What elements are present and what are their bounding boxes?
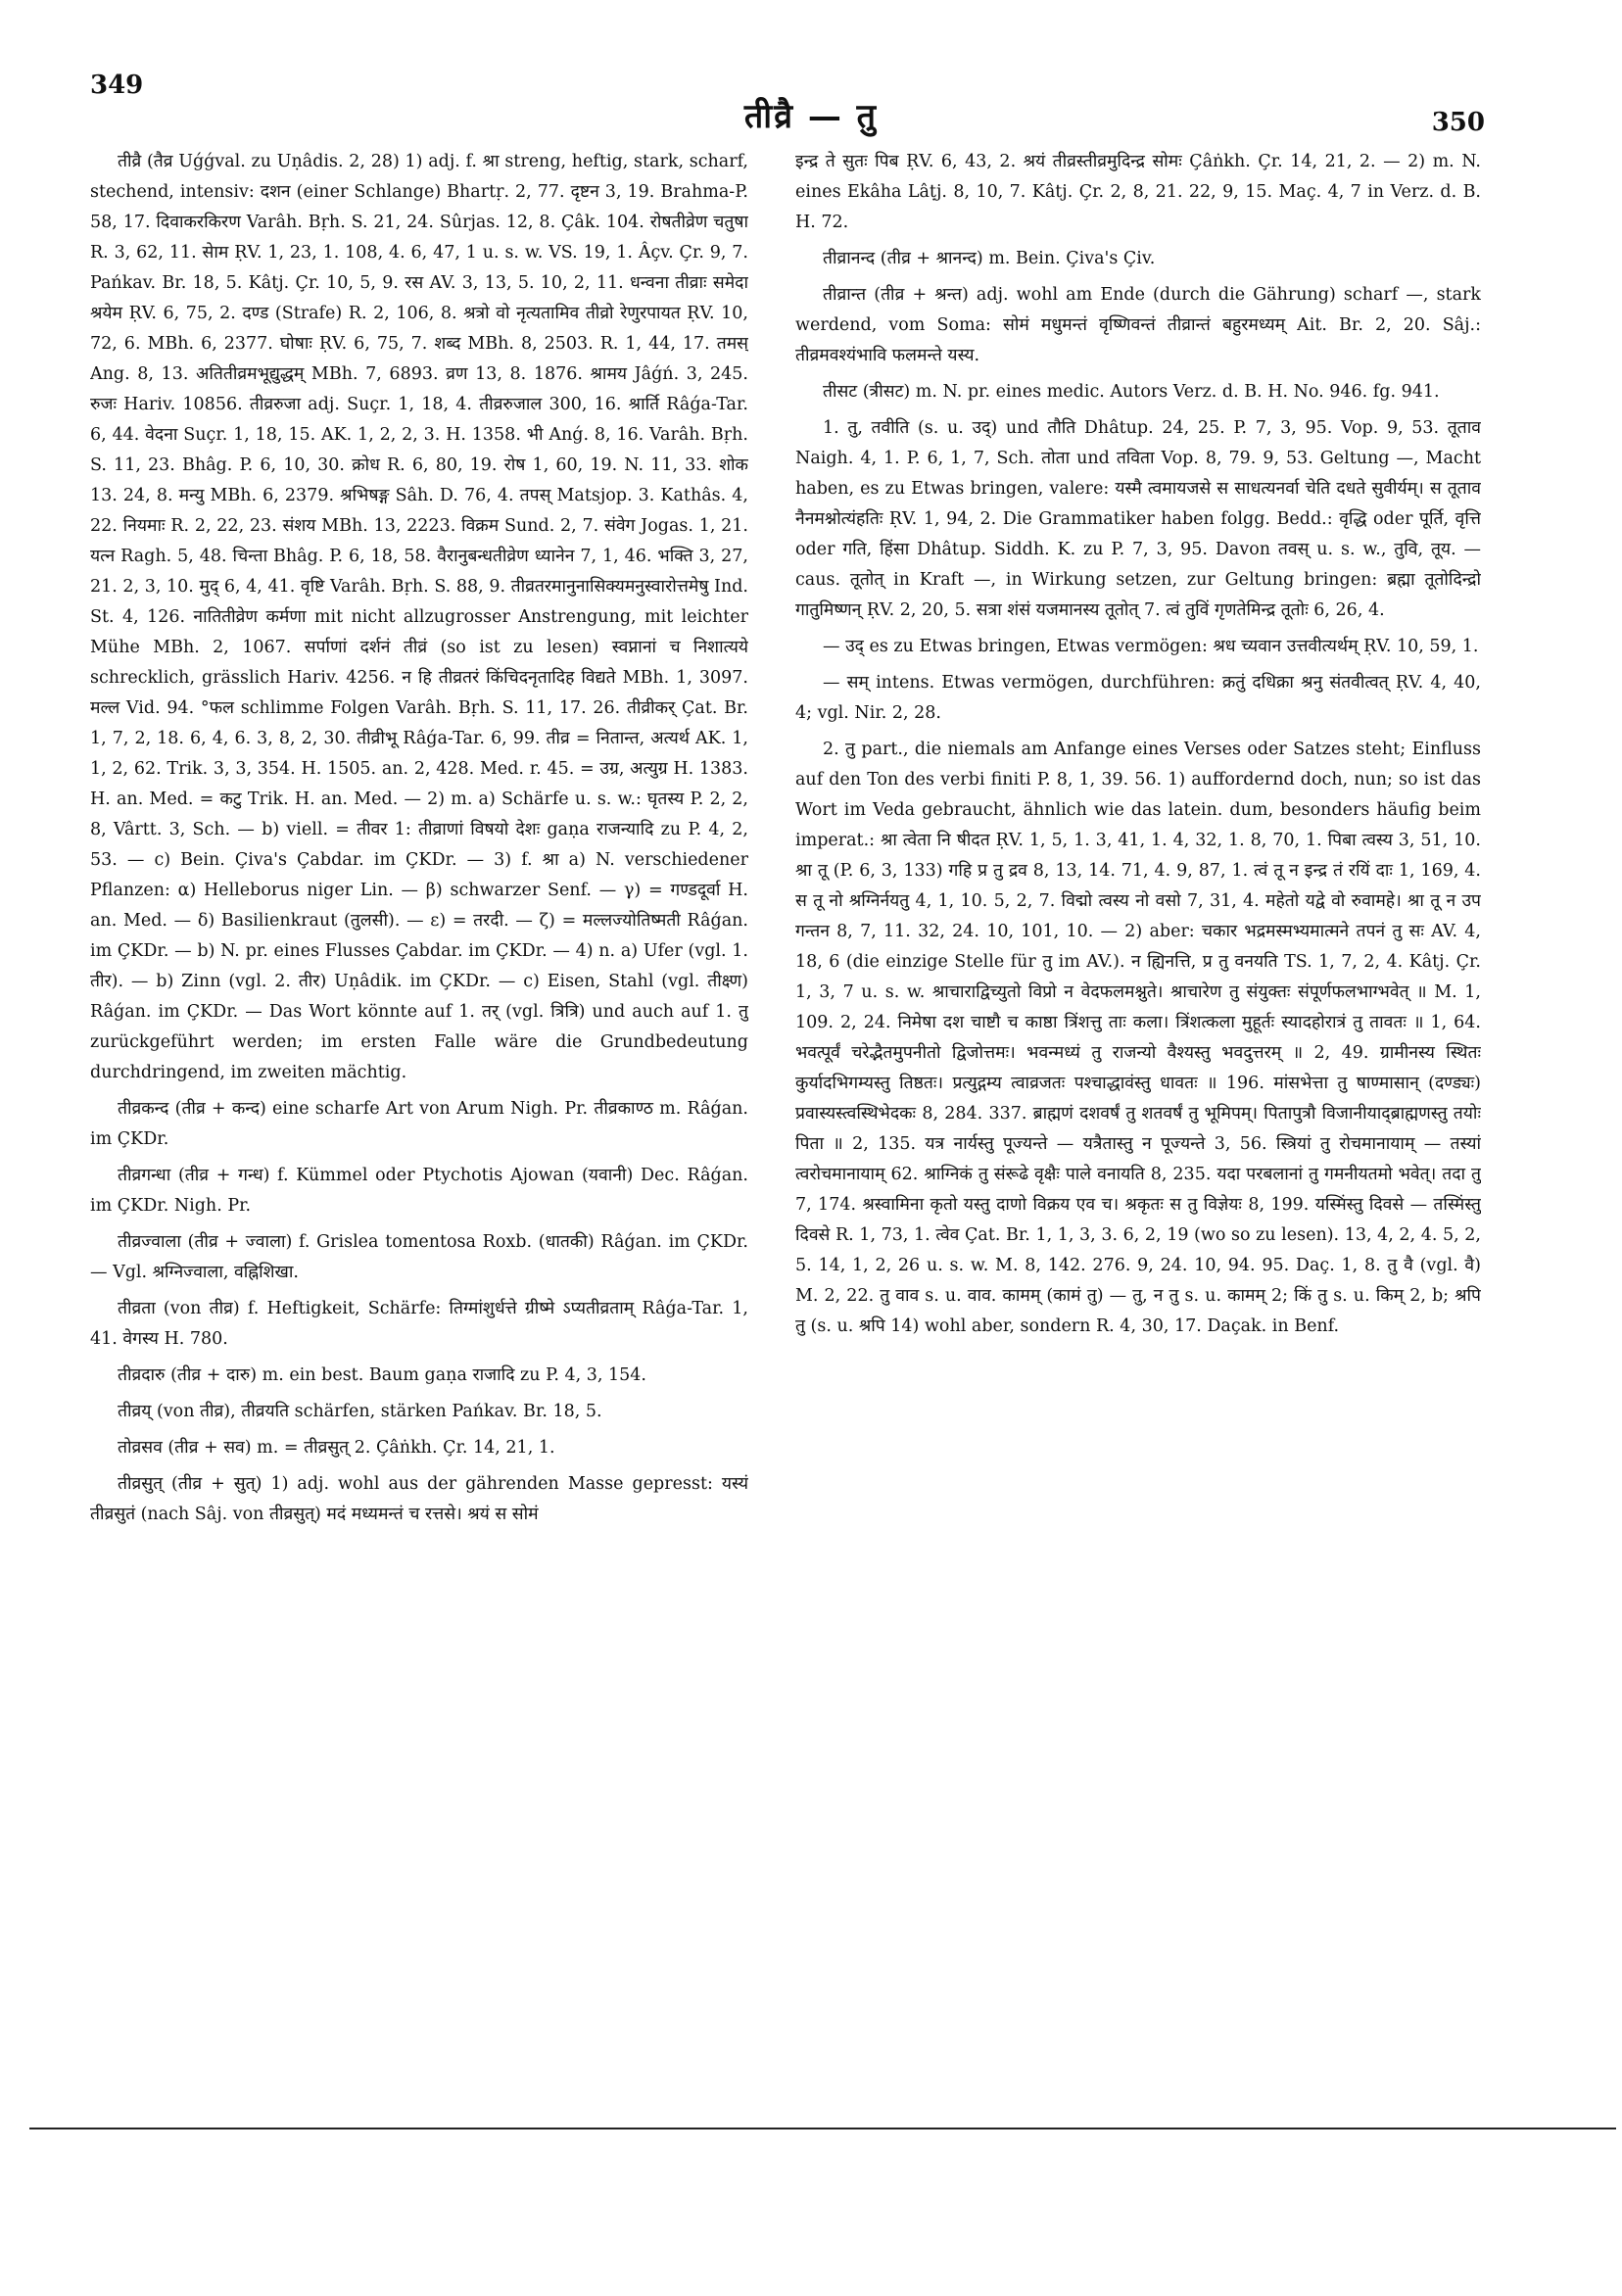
entry-tivranta: तीव्रान्त (तीव्र + श्रन्त) adj. wohl am Ende (durch die Gährung) scharf —, stark werdend, vom Soma: सोमं मधुमन्तं वृष्णिवन्तं तीव्रान्तं बहुरमध्यम् Ait. Br. 2, 20. Sâj.: तीव्रमवश्यंभावि फलमन्ते यस्य. xyxy=(795,285,1481,365)
entry-tu-1: 1. तु, तवीति (s. u. उद्) und तौति Dhâtup. 24, 25. P. 7, 3, 95. Vop. 9, 53. तूताव Naigh. 4, 1. P. 6, 1, 7, Sch. तोता und तविता Vop. 8, 79. 9, 53. Geltung —, Macht haben, es zu Etwas bringen, valere: यस्मै त्वमायजसे स साधत्यनर्वा चेति दधते सुवीर्यम्। स तूताव नैनमश्नोत्यंहतिः ṚV. 1, 94, 2. Die Grammatiker haben folgg. Bedd.: वृद्धि oder पूर्ति, वृत्ति oder गति, हिंसा Dhâtup. Siddh. K. zu P. 7, 3, 95. Davon तवस् u. s. w., तुवि, तूय. — caus. तूतोत् in Kraft —, in Wirkung setzen, zur Geltung bringen: ब्रह्मा तूतोदिन्द्रो गातुमिष्णन् ṚV. 2, 20, 5. सत्रा शंसं यजमानस्य तूतोत् 7. त्वं तुविं गृणतेमिन्द्र तूतोः 6, 26, 4. xyxy=(795,418,1481,620)
footer-rule xyxy=(29,2128,1616,2129)
entry-tisata: तीसट (त्रीसट) m. N. pr. eines medic. Autors Verz. d. B. H. No. 946. fg. 941. xyxy=(823,382,1440,402)
entry-tivradaru: तीव्रदारु (तीव्र + दारु) m. ein best. Baum gaṇa राजादि zu P. 4, 3, 154. xyxy=(118,1365,646,1385)
entry-tivrasut-continued: इन्द्र ते सुतः पिब ṚV. 6, 43, 2. श्रयं तीव्रस्तीव्रमुदिन्द्र सोमः Çâṅkh. Çr. 14, 21, 2. — 2) m. N. eines Ekâha Lâṭj. 8, 10, 7. Kâtj. Çr. 2, 8, 21. 22, 9, 15. Maç. 4, 7 in Verz. d. B. H. 72. xyxy=(795,152,1481,232)
entry-tivragandha: तीव्रगन्धा (तीव्र + गन्ध) f. Kümmel oder Ptychotis Ajowan (यवानी) Dec. Râǵan. im ÇKDr. Nigh. Pr. xyxy=(90,1166,748,1216)
entry-tivrasava: तोव्रसव (तीव्र + सव) m. = तीव्रसुत् 2. Çâṅkh. Çr. 14, 21, 1. xyxy=(118,1438,555,1458)
entry-tivrata: तीव्रता (von तीव्र) f. Heftigkeit, Schärfe: तिग्मांशुर्धत्ते ग्रीष्मे ऽप्यतीव्रताम् Râǵa-Tar. 1, 41. वेगस्य H. 780. xyxy=(90,1299,748,1349)
entry-tivrasut: तीव्रसुत् (तीव्र + सुत्) 1) adj. wohl aus der gährenden Masse gepresst: यस्यं तीव्रसुतं (nach Sâj. von तीव्रसुत्) मदं मध्यमन्तं च रत्तसे। श्रयं स सोमं xyxy=(90,1474,748,1524)
entry-tu-2: 2. तु part., die niemals am Anfange eines Verses oder Satzes steht; Einfluss auf den Ton des verbi finiti P. 8, 1, 39. 56. 1) auffordernd doch, nun; so ist das Wort im Veda gebraucht, ähnlich wie das latein. dum, besonders häufig beim imperat.: श्रा त्वेता नि षीदत ṚV. 1, 5, 1. 3, 41, 1. 4, 32, 1. 8, 70, 1. पिबा त्वस्य 3, 51, 10. श्रा तू (P. 6, 3, 133) गहि प्र तु द्रव 8, 13, 14. 71, 4. 9, 87, 1. त्वं तू न इन्द्र तं रयिं दाः 1, 169, 4. स तू नो श्रग्निर्नयतु 4, 1, 10. 5, 2, 7. विद्मो त्वस्य नो वसो 7, 31, 4. महेतो यद्वे वो रुवामहे। श्रा तू न उप गन्तन 8, 7, 11. 32, 24. 10, 101, 10. — 2) aber: चकार भद्रमस्मभ्यमात्मने तपनं तु सः AV. 4, 18, 6 (die einzige Stelle für तु im AV.). न ह्यिनत्ति, प्र तु वनयति TS. 1, 7, 2, 4. Kâtj. Çr. 1, 3, 7 u. s. w. श्राचाराद्विच्युतो विप्रो न वेदफलमश्नुते। श्राचारेण तु संयुक्तः संपूर्णफलभाग्भवेत् ॥ M. 1, 109. 2, 24. निमेषा दश चाष्टौ च काष्ठा त्रिंशत्तु ताः कला। त्रिंशत्कला मुहूर्तः स्यादहोरात्रं तु तावतः ॥ 1, 64. भवत्पूर्वं चरेद्भैतमुपनीतो द्विजोत्तमः। भवन्मध्यं तु राजन्यो वैश्यस्तु भवदुत्तरम् ॥ 2, 49. ग्रामीनस्य स्थितः कुर्यादभिगम्यस्तु तिष्ठतः। प्रत्युद्गम्य त्वाव्रजतः पश्चाद्धावंस्तु धावतः ॥ 196. मांसभेत्ता तु षाण्मासान् (दण्ड्यः) प्रवास्यस्त्वस्थिभेदकः 8, 284. 337. ब्राह्मणं दशवर्षं तु शतवर्षं तु भूमिपम्। पितापुत्रौ विजानीयाद्ब्राह्मणस्तु तयोः पिता ॥ 2, 135. यत्र नार्यस्तु पूज्यन्ते — यत्रैतास्तु न पूज्यन्ते 3, 56. स्त्रियां तु रोचमानायाम् — तस्यां त्वरोचमानायाम् 62. श्राग्निकं तु संरूढे वृक्षैः पाले वनायति 8, 235. यदा परबलानां तु गमनीयतमो भवेत्। तदा तु 7, 174. श्रस्वामिना कृतो यस्तु दाणो विक्रय एव च। श्रकृतः स तु विज्ञेयः 8, 199. यस्मिंस्तु दिवसे — तस्मिंस्तु दिवसे R. 1, 73, 1. त्वेव Çat. Br. 1, 1, 3, 3. 6, 2, 19 (wo so zu lesen). 13, 4, 2, 4. 5, 2, 5. 14, 1, 2, 26 u. s. w. M. 8, 142. 276. 9, 24. 10, 94. 95. Daç. 1, 8. तु वै (vgl. वै) M. 2, 22. तु वाव s. u. वाव. कामम् (कामं तु) — तु, न तु s. u. कामम् 2; किं तु s. u. किम् 2, b; श्रपि तु (s. u. श्रपि 14) wohl aber, sondern R. 4, 30, 17. Daçak. in Benf. xyxy=(795,740,1481,1336)
entry-tu-sam: — सम् intens. Etwas vermögen, durchführen: क्रतुं दधिक्रा श्रनु संतवीत्वत् ṚV. 4, 40, 4; vgl. Nir. 2, 28. xyxy=(795,673,1481,723)
entry-tivra: तीव्रै (तैव्र Uǵǵval. zu Uṇâdis. 2, 28) 1) adj. f. श्रा streng, heftig, stark, scharf, stechend, intensiv: दशन (einer Schlange) Bhartṛ. 2, 77. दृष्टन 3, 19. Brahma-P. 58, 17. दिवाकरकिरण Varâh. Bṛh. S. 21, 24. Sûrjas. 12, 8. Çâk. 104. रोषतीव्रेण चतुषा R. 3, 62, 11. सेाम ṚV. 1, 23, 1. 108, 4. 6, 47, 1 u. s. w. VS. 19, 1. Âçv. Çr. 9, 7. Pańkav. Br. 18, 5. Kâtj. Çr. 10, 5, 9. रस AV. 3, 13, 5. 10, 2, 11. धन्वना तीव्राः समेदा श्रयेम ṚV. 6, 75, 2. दण्ड (Strafe) R. 2, 106, 8. श्रत्रो वो नृत्यतामिव तीव्रो रेणुरपायत ṚV. 10, 72, 6. MBh. 6, 2377. घोषाः ṚV. 6, 75, 7. शब्द MBh. 8, 2503. R. 1, 44, 17. तमस् Ang. 8, 13. अतितीव्रमभूद्युद्धम् MBh. 7, 6893. व्रण 13, 8. 1876. श्रामय Jâǵń. 3, 245. रुजः Hariv. 10856. तीव्ररुजा adj. Suçr. 1, 18, 4. तीव्ररुजाल 300, 16. श्रार्ति Râǵa-Tar. 6, 44. वेदना Suçr. 1, 18, 15. AK. 1, 2, 2, 3. H. 1358. भी Anǵ. 8, 16. Varâh. Bṛh. S. 11, 23. Bhâg. P. 6, 10, 30. क्रोध R. 6, 80, 19. रोष 1, 60, 19. N. 11, 33. शोक 13. 24, 8. मन्यु MBh. 6, 2379. श्रभिषङ्ग Sâh. D. 76, 4. तपस् Matsjop. 3. Kathâs. 4, 22. नियमाः R. 2, 22, 23. संशय MBh. 13, 2223. विक्रम Sund. 2, 7. संवेग Jogas. 1, 21. यत्न Ragh. 5, 48. चिन्ता Bhâg. P. 6, 18, 58. वैरानुबन्धतीव्रेण ध्यानेन 7, 1, 46. भक्ति 3, 27, 21. 2, 3, 10. मुद् 6, 4, 41. वृष्टि Varâh. Bṛh. S. 88, 9. तीव्रतरमानुनासिक्यमनुस्वारोत्तमेषु Ind. St. 4, 126. नातितीव्रेण कर्मणा mit nicht allzugrosser Anstrengung, mit leichter Mühe MBh. 2, 1067. सर्पाणां दर्शनं तीव्रं (so ist zu lesen) स्वप्नानां च निशात्यये schrecklich, grässlich Hariv. 4256. न हि तीव्रतरं किंचिदनृतादिह विद्यते MBh. 1, 3097. मल्ल Vid. 94. °फल schlimme Folgen Varâh. Bṛh. S. 11, 17. 26. तीव्रीकर् Çat. Br. 1, 7, 2, 18. 6, 4, 6. 3, 8, 2, 30. तीव्रीभू Râǵa-Tar. 6, 99. तीव्र = नितान्त, अत्यर्थ AK. 1, 1, 2, 62. Trik. 3, 3, 354. H. 1505. an. 2, 428. Med. r. 45. = उग्र, अत्युग्र H. 1383. H. an. Med. = कटु Trik. H. an. Med. — 2) m. a) Schärfe u. s. w.: घृतस्य P. 2, 2, 8, Vârtt. 3, Sch. — b) viell. = तीवर 1: तीव्राणां विषयो देशः gaṇa राजन्यादि zu P. 4, 2, 53. — c) Bein. Çiva's Çabdar. im ÇKDr. — 3) f. श्रा a) N. verschiedener Pflanzen: α) Helleborus niger Lin. — β) schwarzer Senf. — γ) = गण्डदूर्वा H. an. Med. — δ) Basilienkraut (तुलसी). — ε) = तरदी. — ζ) = मल्लज्योतिष्मती Râǵan. im ÇKDr. — b) N. pr. eines Flusses Çabdar. im ÇKDr. — 4) n. a) Ufer (vgl. 1. तीर). — b) Zinn (vgl. 2. तीर) Uṇâdik. im ÇKDr. — c) Eisen, Stahl (vgl. तीक्ष्ण) Râǵan. im ÇKDr. — Das Wort könnte auf 1. तर् (vgl. त्रित्रि) und auch auf 1. तु zurückgeführt werden; im ersten Falle wäre die Grundbedeutung durchdringend, im zweiten mächtig. xyxy=(90,152,748,1082)
entry-tivray: तीव्रय् (von तीव्र), तीव्रयति schärfen, stärken Pańkav. Br. 18, 5. xyxy=(118,1402,602,1421)
page-header xyxy=(0,71,1622,137)
entry-tivrananda: तीव्रानन्द (तीव्र + श्रानन्द) m. Bein. Çiva's Çiv. xyxy=(823,249,1156,268)
running-head: तीव्रै — तु xyxy=(743,97,879,136)
entry-tivrajvala: तीव्रज्वाला (तीव्र + ज्वाला) f. Grislea tomentosa Roxb. (धातकी) Râǵan. im ÇKDr. — Vgl. श्रग्निज्वाला, वह्निशिखा. xyxy=(90,1232,748,1282)
page-number-left: 349 xyxy=(90,71,144,100)
right-column xyxy=(795,147,1481,2018)
entry-tu-ud: — उद् es zu Etwas bringen, Etwas vermögen: श्रध च्यवान उत्तवीत्यर्थम् ṚV. 10, 59, 1. xyxy=(823,637,1479,656)
page-number-right: 350 xyxy=(1431,108,1485,137)
entry-tivrakanda: तीव्रकन्द (तीव्र + कन्द) eine scharfe Art von Arum Nigh. Pr. तीव्रकाण्ठ m. Râǵan. im ÇKDr. xyxy=(90,1099,748,1149)
left-column xyxy=(90,147,748,2018)
